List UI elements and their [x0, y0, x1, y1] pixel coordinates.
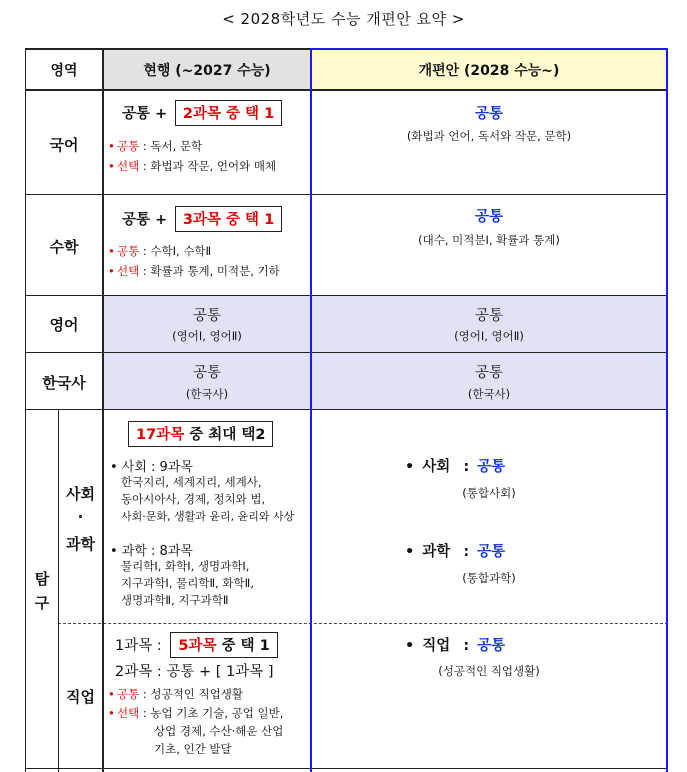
reform-column-right-border	[666, 48, 668, 772]
history-current-title: 공통	[192, 365, 221, 381]
table-border-bottom	[25, 768, 668, 769]
reform-science-desc: (통합과학)	[462, 571, 516, 585]
science-head: • 과학 : 8과목	[110, 544, 193, 559]
reform-vocational-value: 공통	[477, 638, 506, 654]
header-reform: 개편안 (2028 수능~)	[418, 63, 560, 79]
history-label: 한국사	[42, 374, 86, 392]
math-select-line: • 선택 : 확률과 통계, 미적분, 기하	[108, 264, 280, 278]
table-divider	[25, 352, 668, 353]
table-divider	[25, 194, 668, 195]
math-select-desc: : 확률과 통계, 미적분, 기하	[142, 264, 280, 278]
reform-social-line: • 사회 : 공통	[405, 459, 506, 475]
math-common-desc: : 수학Ⅰ, 수학Ⅱ	[142, 244, 212, 258]
inquiry-sub-divider	[58, 409, 59, 772]
science-line: 생명과학Ⅱ, 지구과학Ⅱ	[121, 593, 229, 607]
math-common-tag: 공통	[117, 244, 140, 258]
reform-social-value: 공통	[477, 459, 506, 475]
table-divider	[25, 295, 668, 296]
socsci-choose-red: 17과목	[136, 427, 185, 443]
socsci-label-science: 과학	[66, 535, 95, 553]
korean-common-tag: 공통	[117, 139, 140, 153]
vocational-select-line: • 선택 : 농업 기초 기술, 공업 일반,	[108, 706, 284, 720]
reform-vocational-colon: :	[463, 638, 470, 654]
table-border-left	[25, 48, 26, 772]
korean-select-tag: 선택	[117, 159, 140, 173]
korean-common-line: • 공통 : 독서, 문학	[108, 139, 203, 153]
math-common-line: • 공통 : 수학Ⅰ, 수학Ⅱ	[108, 244, 212, 258]
english-current-desc: (영어Ⅰ, 영어Ⅱ)	[172, 329, 242, 343]
vocational-one-subject	[115, 632, 278, 658]
table-divider	[25, 409, 668, 410]
korean-select-desc: : 화법과 작문, 언어와 매체	[142, 159, 277, 173]
inquiry-label-top: 탐	[34, 570, 50, 588]
reform-social-colon: :	[463, 459, 470, 475]
vocational-common-tag: 공통	[117, 687, 140, 701]
social-subjects	[121, 474, 294, 525]
social-line: 동아시아사, 경제, 정치와 법,	[121, 492, 266, 506]
math-select-tag: 선택	[117, 264, 140, 278]
vocational-select-line3: 기초, 인간 발달	[154, 742, 232, 756]
vocational-label: 직업	[66, 688, 95, 706]
inquiry-label-bottom: 구	[34, 594, 50, 612]
socsci-label-social: 사회	[66, 485, 95, 503]
reform-vocational-desc: (성공적인 직업생활)	[438, 664, 540, 678]
social-head: • 사회 : 9과목	[110, 460, 193, 475]
socsci-choose-box	[128, 421, 273, 447]
english-label: 영어	[49, 316, 79, 334]
reform-science-value: 공통	[477, 544, 506, 560]
inquiry-dashed-divider	[58, 623, 668, 624]
reform-science-colon: :	[463, 544, 470, 560]
socsci-label-dot: ·	[77, 508, 84, 526]
vocational-select-tag: 선택	[117, 706, 140, 720]
reform-vocational-label: 직업	[422, 638, 451, 654]
vocational-common-line: • 공통 : 성공적인 직업생활	[108, 687, 243, 701]
vocational-select-line2: 상업 경제, 수산·해운 산업	[154, 724, 284, 738]
table-column-divider	[102, 48, 104, 772]
korean-choose-box: 2과목 중 택 1	[175, 100, 282, 126]
korean-common-plus: 공통 +	[122, 106, 168, 122]
reform-column-top-border	[311, 48, 668, 50]
math-reform-title: 공통	[474, 209, 503, 225]
english-current-title: 공통	[192, 308, 221, 324]
history-reform-desc: (한국사)	[467, 387, 511, 401]
korean-reform-desc: (화법과 언어, 독서와 작문, 문학)	[406, 129, 572, 143]
reform-science-label: 과학	[422, 544, 451, 560]
vocational-choose-red: 5과목	[178, 638, 217, 654]
korean-common-desc: : 독서, 문학	[142, 139, 203, 153]
science-line: 물리학Ⅰ, 화학Ⅰ, 생명과학Ⅰ,	[121, 559, 250, 573]
social-line: 사회·문화, 생활과 윤리, 윤리와 사상	[121, 510, 295, 523]
social-line: 한국지리, 세계지리, 세계사,	[121, 475, 262, 489]
korean-select-line: • 선택 : 화법과 작문, 언어와 매체	[108, 159, 277, 173]
reform-social-label: 사회	[422, 459, 451, 475]
math-label: 수학	[49, 238, 79, 256]
history-current-desc: (한국사)	[185, 387, 229, 401]
korean-reform-title: 공통	[474, 106, 503, 122]
reform-science-line: • 과학 : 공통	[405, 544, 506, 560]
vocational-one-label: 1과목 :	[115, 638, 162, 654]
korean-label: 국어	[49, 136, 79, 154]
english-reform-title: 공통	[474, 308, 503, 324]
science-line: 지구과학Ⅰ, 물리학Ⅱ, 화학Ⅱ,	[121, 576, 254, 590]
table-divider	[25, 89, 668, 91]
header-area: 영역	[50, 63, 78, 79]
math-choose-box: 3과목 중 택 1	[175, 206, 282, 232]
page-title: < 2028학년도 수능 개편안 요약 >	[222, 10, 465, 28]
math-common-plus: 공통 +	[122, 212, 168, 228]
vocational-two-subject: 2과목 : 공통 + [ 1과목 ]	[115, 664, 274, 680]
english-reform-desc: (영어Ⅰ, 영어Ⅱ)	[454, 329, 524, 343]
korean-current-choose	[122, 100, 282, 126]
header-current: 현행 (~2027 수능)	[143, 63, 271, 79]
math-current-choose	[122, 206, 282, 232]
socsci-choose-rest: 중 최대 택2	[184, 427, 266, 443]
vocational-choose-rest: 중 택 1	[216, 638, 270, 654]
reform-social-desc: (통합사회)	[462, 486, 516, 500]
vocational-select-desc: : 농업 기초 기술, 공업 일반,	[142, 706, 284, 720]
history-reform-title: 공통	[474, 365, 503, 381]
science-subjects	[121, 558, 254, 609]
math-reform-desc: (대수, 미적분Ⅰ, 확률과 통계)	[418, 233, 560, 247]
reform-vocational-line: • 직업 : 공통	[405, 638, 506, 654]
vocational-common-desc: : 성공적인 직업생활	[142, 687, 243, 701]
